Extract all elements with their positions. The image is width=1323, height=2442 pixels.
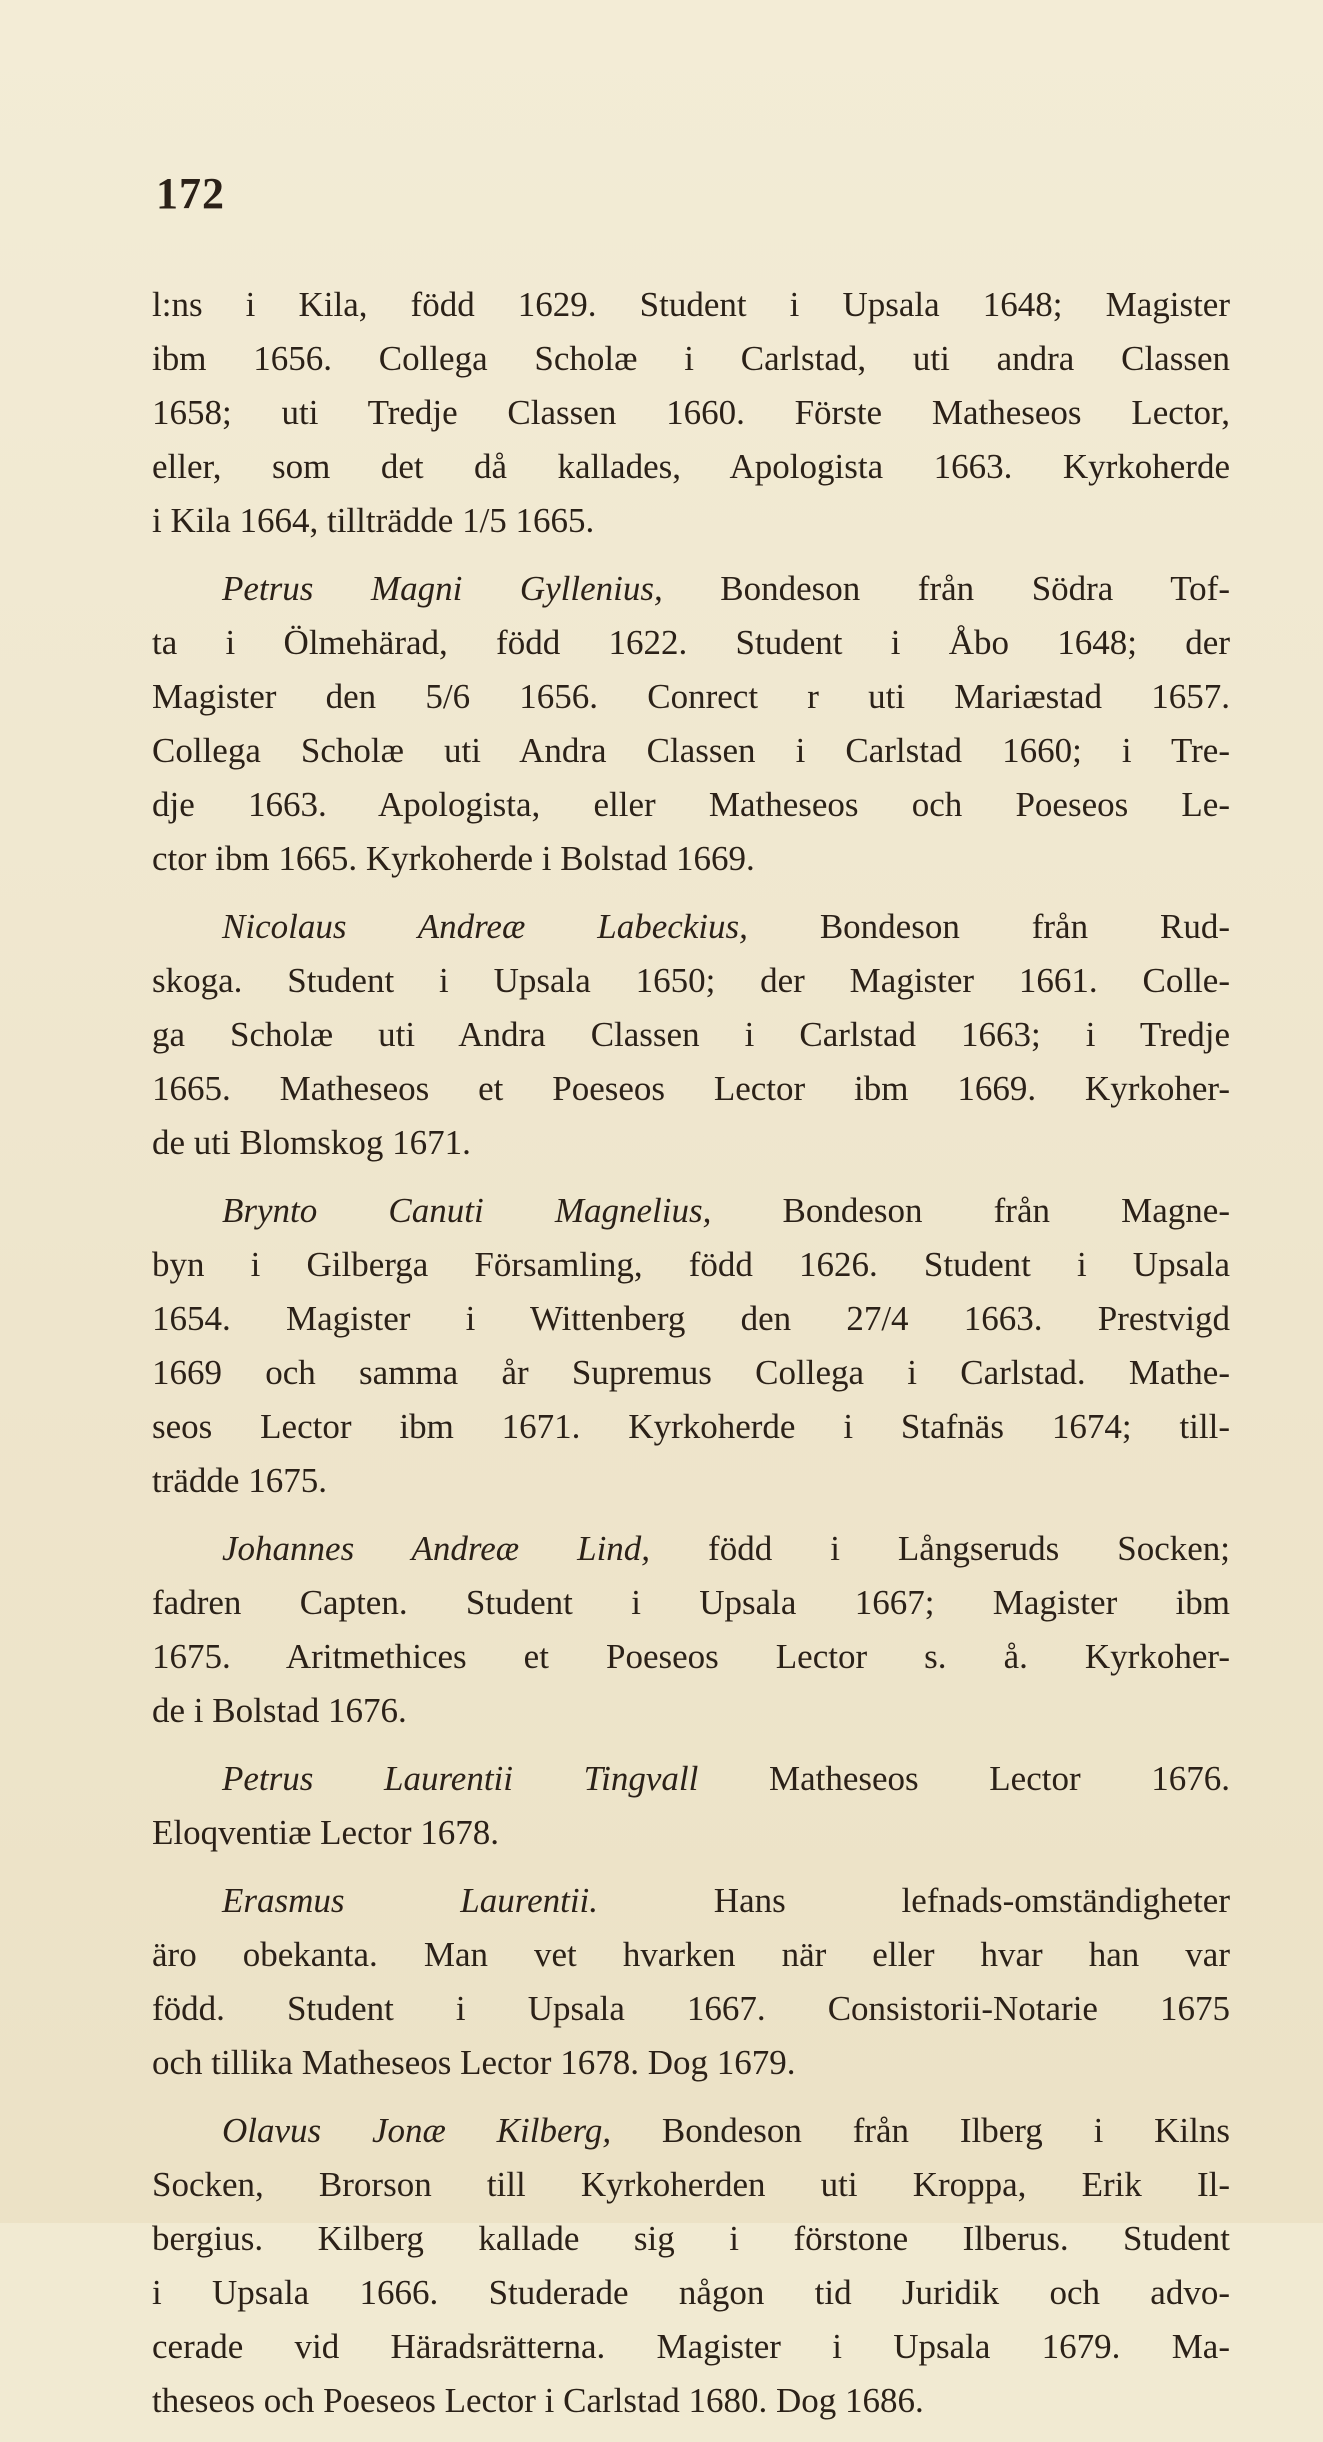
text-line bbox=[152, 1684, 1230, 1738]
text-line bbox=[152, 2212, 1230, 2266]
person-name: Petrus Laurentii Tingvall bbox=[222, 1759, 699, 1798]
line-text: theseos och Poeseos Lector i Carlstad 1680. Dog 1686. bbox=[152, 2381, 924, 2420]
line-text: byn i Gilberga Församling, född 1626. Student i Upsala bbox=[152, 1245, 1230, 1284]
line-text: ctor ibm 1665. Kyrkoherde i Bolstad 1669. bbox=[152, 839, 755, 878]
line-text: seos Lector ibm 1671. Kyrkoherde i Stafnäs 1674; till- bbox=[152, 1407, 1230, 1446]
line-text: Bondeson från Ilberg i Kilns bbox=[611, 2111, 1231, 2150]
text-line bbox=[152, 2320, 1230, 2374]
text-line bbox=[152, 386, 1230, 440]
text-line bbox=[152, 954, 1230, 1008]
line-text: i Kila 1664, tillträdde 1/5 1665. bbox=[152, 501, 595, 540]
text-line bbox=[152, 616, 1230, 670]
person-name: Erasmus Laurentii. bbox=[222, 1881, 599, 1920]
line-text: Bondeson från Rud- bbox=[747, 907, 1230, 946]
line-text: ta i Ölmehärad, född 1622. Student i Åbo 1648; der bbox=[152, 623, 1230, 662]
line-text: ibm 1656. Collega Scholæ i Carlstad, uti andra Classen bbox=[152, 339, 1230, 378]
page-body bbox=[152, 278, 1230, 2442]
line-text: eller, som det då kallades, Apologista 1663. Kyrkoherde bbox=[152, 447, 1230, 486]
line-text: Eloqventiæ Lector 1678. bbox=[152, 1813, 500, 1852]
biography-entry bbox=[152, 1874, 1230, 2090]
text-line bbox=[152, 1576, 1230, 1630]
text-line bbox=[152, 1630, 1230, 1684]
text-line bbox=[152, 2374, 1230, 2428]
text-line bbox=[152, 1400, 1230, 1454]
biography-entry bbox=[152, 1752, 1230, 1860]
line-text: 1654. Magister i Wittenberg den 27/4 1663. Prestvigd bbox=[152, 1299, 1230, 1338]
text-line bbox=[152, 2036, 1230, 2090]
line-text: 1675. Aritmethices et Poeseos Lector s. å. Kyrkoher- bbox=[152, 1637, 1230, 1676]
line-text: 1658; uti Tredje Classen 1660. Förste Matheseos Lector, bbox=[152, 393, 1230, 432]
text-line bbox=[152, 440, 1230, 494]
text-line bbox=[152, 1292, 1230, 1346]
text-line bbox=[152, 562, 1230, 616]
text-line bbox=[152, 1008, 1230, 1062]
line-text: Bondeson från Södra Tof- bbox=[662, 569, 1230, 608]
text-line bbox=[152, 1874, 1230, 1928]
text-line bbox=[152, 2104, 1230, 2158]
biography-entry bbox=[152, 1522, 1230, 1738]
text-line bbox=[152, 494, 1230, 548]
text-line bbox=[152, 1522, 1230, 1576]
line-text: född. Student i Upsala 1667. Consistorii-Notarie 1675 bbox=[152, 1989, 1230, 2028]
text-line bbox=[152, 1184, 1230, 1238]
text-line bbox=[152, 2158, 1230, 2212]
text-line bbox=[152, 832, 1230, 886]
text-line bbox=[152, 2266, 1230, 2320]
line-text: l:ns i Kila, född 1629. Student i Upsala 1648; Magister bbox=[152, 285, 1230, 324]
text-line bbox=[152, 1454, 1230, 1508]
biography-entry bbox=[152, 562, 1230, 886]
line-text: Collega Scholæ uti Andra Classen i Carlstad 1660; i Tre- bbox=[152, 731, 1230, 770]
line-text: trädde 1675. bbox=[152, 1461, 327, 1500]
person-name: Olavus Jonæ Kilberg, bbox=[222, 2111, 612, 2150]
line-text: fadren Capten. Student i Upsala 1667; Magister ibm bbox=[152, 1583, 1230, 1622]
line-text: de i Bolstad 1676. bbox=[152, 1691, 407, 1730]
text-line bbox=[152, 1238, 1230, 1292]
line-text: dje 1663. Apologista, eller Matheseos och Poeseos Le- bbox=[152, 785, 1230, 824]
line-text: Magister den 5/6 1656. Conrect r uti Mariæstad 1657. bbox=[152, 677, 1230, 716]
line-text: i Upsala 1666. Studerade någon tid Juridik och advo- bbox=[152, 2273, 1230, 2312]
line-text: född i Långseruds Socken; bbox=[650, 1529, 1231, 1568]
biography-entry bbox=[152, 1184, 1230, 1508]
biography-entry bbox=[152, 2104, 1230, 2428]
line-text: äro obekanta. Man vet hvarken när eller hvar han var bbox=[152, 1935, 1230, 1974]
text-line bbox=[152, 1982, 1230, 2036]
line-text: Socken, Brorson till Kyrkoherden uti Kroppa, Erik Il- bbox=[152, 2165, 1230, 2204]
text-line bbox=[152, 670, 1230, 724]
text-line bbox=[152, 724, 1230, 778]
person-name: Nicolaus Andreæ Labeckius, bbox=[222, 907, 748, 946]
text-line bbox=[152, 1752, 1230, 1806]
text-line bbox=[152, 278, 1230, 332]
text-line bbox=[152, 1806, 1230, 1860]
text-line bbox=[152, 900, 1230, 954]
text-line bbox=[152, 1928, 1230, 1982]
line-text: skoga. Student i Upsala 1650; der Magister 1661. Colle- bbox=[152, 961, 1230, 1000]
text-line bbox=[152, 1346, 1230, 1400]
page-number: 172 bbox=[156, 169, 225, 218]
text-line bbox=[152, 1116, 1230, 1170]
line-text: Matheseos Lector 1676. bbox=[698, 1759, 1230, 1798]
line-text: Hans lefnads-omständigheter bbox=[598, 1881, 1230, 1920]
text-line bbox=[152, 332, 1230, 386]
line-text: Bondeson från Magne- bbox=[711, 1191, 1230, 1230]
line-text: ga Scholæ uti Andra Classen i Carlstad 1663; i Tredje bbox=[152, 1015, 1230, 1054]
line-text: cerade vid Häradsrätterna. Magister i Upsala 1679. Ma- bbox=[152, 2327, 1230, 2366]
line-text: 1669 och samma år Supremus Collega i Carlstad. Mathe- bbox=[152, 1353, 1230, 1392]
line-text: och tillika Matheseos Lector 1678. Dog 1679. bbox=[152, 2043, 796, 2082]
biography-entry bbox=[152, 900, 1230, 1170]
line-text: bergius. Kilberg kallade sig i förstone Ilberus. Student bbox=[152, 2219, 1230, 2258]
text-line bbox=[152, 778, 1230, 832]
person-name: Brynto Canuti Magnelius, bbox=[222, 1191, 712, 1230]
person-name: Johannes Andreæ Lind, bbox=[222, 1529, 651, 1568]
person-name: Petrus Magni Gyllenius, bbox=[222, 569, 663, 608]
line-text: 1665. Matheseos et Poeseos Lector ibm 1669. Kyrkoher- bbox=[152, 1069, 1230, 1108]
biography-entry bbox=[152, 278, 1230, 548]
text-line bbox=[152, 1062, 1230, 1116]
line-text: de uti Blomskog 1671. bbox=[152, 1123, 471, 1162]
